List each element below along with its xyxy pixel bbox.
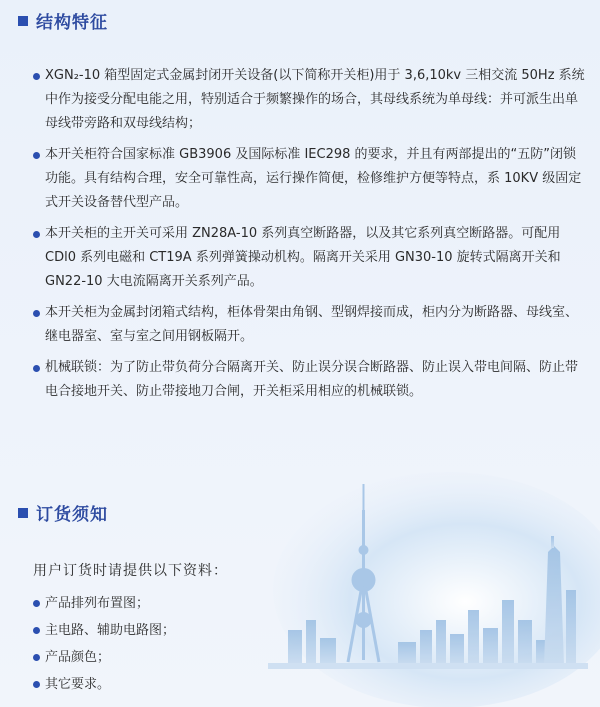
order-item: 其它要求。 xyxy=(33,671,175,698)
structure-item: XGN₂-10 箱型固定式金属封闭开关设备(以下简称开关柜)用于 3,6,10kv 三相交流 50Hz 系统中作为接受分配电能之用，特别适合于频繁操作的场合，其母线系统为单母线：并可派生出单母线带旁路和双母线结构； xyxy=(33,64,585,136)
section-marker-icon xyxy=(18,16,28,26)
structure-item: 本开关柜符合国家标准 GB3906 及国际标准 IEC298 的要求，并且有两部提出的“五防”闭锁功能。具有结构合理，安全可靠性高，运行操作简便，检修维护方便等特点，系 10KV 级固定式开关设备替代型产品。 xyxy=(33,143,585,215)
bullet-icon xyxy=(33,73,40,80)
order-item: 产品颜色； xyxy=(33,644,175,671)
structure-item: 本开关柜的主开关可采用 ZN28A-10 系列真空断路器，以及其它系列真空断路器。可配用 CDl0 系列电磁和 CT19A 系列弹簧操动机构。隔离开关采用 GN30-10 旋转式隔离开关和 GN22-10 大电流隔离开关系列产品。 xyxy=(33,222,585,294)
order-list xyxy=(33,590,175,698)
order-section-title: 订货须知 xyxy=(36,505,108,525)
bullet-icon xyxy=(33,152,40,159)
structure-section-header xyxy=(18,8,108,33)
structure-item: 机械联锁：为了防止带负荷分合隔离开关、防止误分误合断路器、防止误入带电间隔、防止带电合接地开关、防止带接地刀合闸，开关柜采用相应的机械联锁。 xyxy=(33,356,585,404)
structure-list xyxy=(33,64,585,411)
bullet-icon xyxy=(33,681,40,688)
bullet-icon xyxy=(33,654,40,661)
bullet-icon xyxy=(33,310,40,317)
bullet-icon xyxy=(33,600,40,607)
order-item: 主电路、辅助电路图； xyxy=(33,617,175,644)
structure-item: 本开关柜为金属封闭箱式结构，柜体骨架由角钢、型钢焊接而成，柜内分为断路器、母线室、继电器室、室与室之间用钢板隔开。 xyxy=(33,301,585,349)
bullet-icon xyxy=(33,365,40,372)
order-section-header xyxy=(18,500,108,525)
structure-section-title: 结构特征 xyxy=(36,13,108,33)
bullet-icon xyxy=(33,627,40,634)
order-intro-text: 用户订货时请提供以下资料： xyxy=(33,563,228,579)
section-marker-icon xyxy=(18,508,28,518)
city-skyline-illustration xyxy=(248,470,600,707)
order-item: 产品排列布置图； xyxy=(33,590,175,617)
bullet-icon xyxy=(33,231,40,238)
